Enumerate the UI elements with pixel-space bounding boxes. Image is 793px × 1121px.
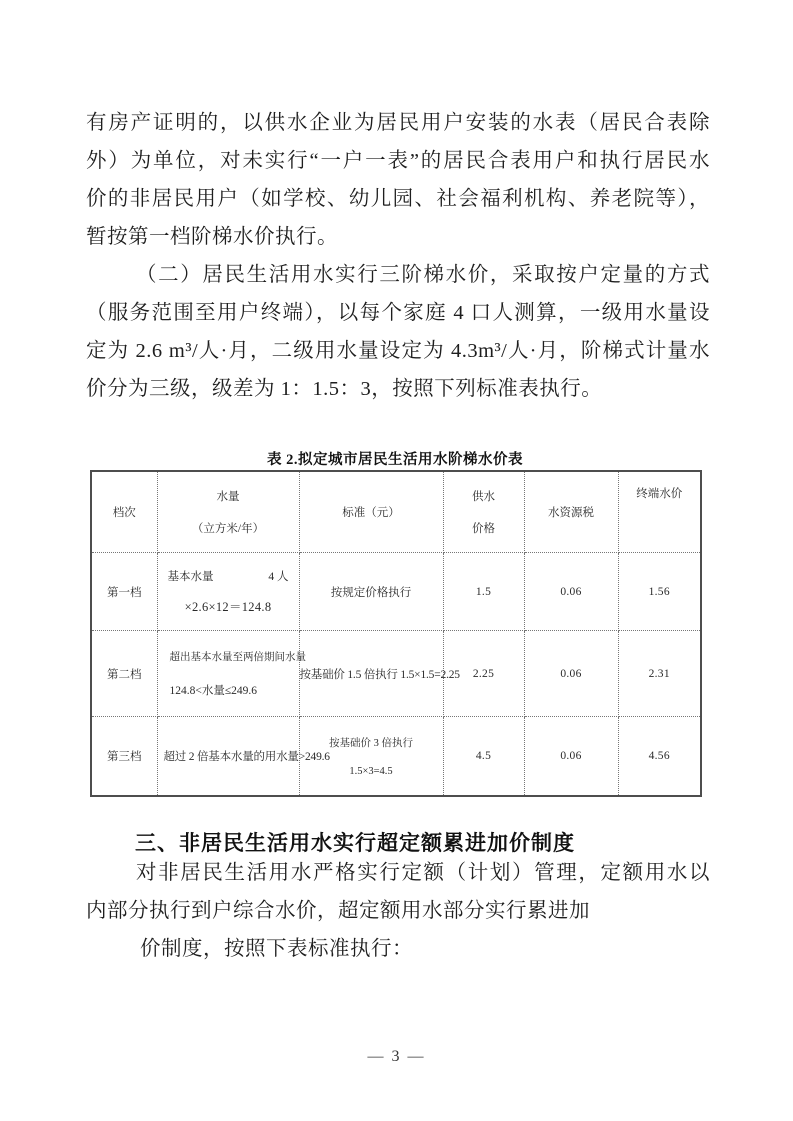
table-row-tier2	[91, 631, 701, 717]
cell-standard: 按基础价 1.5 倍执行 1.5×1.5=2.25	[299, 631, 443, 717]
text-line: 暂按第一档阶梯水价执行。	[86, 226, 338, 248]
cell-supply-price: 2.25	[443, 631, 524, 717]
water-price-table	[90, 470, 702, 797]
cell-supply-price: 1.5	[443, 553, 524, 631]
cell-tax: 0.06	[524, 553, 618, 631]
volume-line1: 超出基本水量至两倍期间水量	[169, 652, 306, 664]
header-terminal-price	[618, 471, 701, 553]
cell-volume: 超过 2 倍基本水量的用水量>249.6	[157, 717, 299, 797]
cell-tier: 第一档	[91, 553, 157, 631]
cell-tax: 0.06	[524, 631, 618, 717]
standard-line1: 按基础价 3 倍执行	[329, 737, 413, 749]
text-line: 外）为单位，对未实行“一户一表”的居民合表用户和执行居民水	[86, 150, 710, 172]
cell-volume	[157, 631, 306, 717]
header-supply-line1: 供水	[472, 491, 495, 504]
header-tier: 档次	[91, 471, 157, 553]
text-line: 定为 2.6 m³/人·月，二级用水量设定为 4.3m³/人·月，阶梯式计量水	[86, 340, 710, 362]
paragraph-3	[86, 854, 710, 968]
cell-terminal-price: 1.56	[618, 553, 701, 631]
cell-terminal-price: 2.31	[618, 631, 701, 717]
page-number: — 3 —	[367, 1048, 426, 1065]
table-title: 表 2.拟定城市居民生活用水阶梯水价表	[267, 452, 523, 468]
cell-volume	[157, 553, 299, 631]
header-volume-line1: 水量	[216, 491, 240, 504]
text-line: 内部分执行到户综合水价，超定额用水部分实行累进加	[86, 900, 590, 922]
header-supply-line2: 价格	[472, 522, 495, 535]
volume-persons: 4 人	[268, 570, 289, 583]
header-volume	[157, 471, 299, 553]
cell-terminal-price: 4.56	[618, 717, 701, 797]
header-standard: 标准（元）	[299, 471, 443, 553]
header-water-resource-tax: 水资源税	[524, 471, 618, 553]
header-supply-price	[443, 471, 524, 553]
text-line: 价分为三级，级差为 1：1.5：3，按照下列标准表执行。	[86, 378, 603, 400]
section-heading: 三、非居民生活用水实行超定额累进加价制度	[135, 832, 575, 855]
header-terminal-label: 终端水价	[636, 488, 683, 500]
cell-standard: 按规定价格执行	[299, 553, 443, 631]
text-line: 对非居民生活用水严格实行定额（计划）管理，定额用水以	[136, 862, 710, 884]
text-line: 有房产证明的，以供水企业为居民用户安装的水表（居民合表除	[86, 112, 710, 134]
cell-tier: 第二档	[91, 631, 157, 717]
table-header-row	[91, 471, 701, 553]
table-row-tier3	[91, 717, 701, 797]
text-line: 价的非居民用户（如学校、幼儿园、社会福利机构、养老院等），	[86, 188, 710, 210]
cell-tax: 0.06	[524, 717, 618, 797]
cell-tier: 第三档	[91, 717, 157, 797]
paragraph-1	[86, 104, 710, 256]
table-row-tier1	[91, 553, 701, 631]
standard-line2: 1.5×3=4.5	[349, 766, 393, 778]
text-line: （服务范围至用户终端），以每个家庭 4 口人测算，一级用水量设	[86, 302, 710, 324]
volume-formula: ×2.6×12＝124.8	[184, 600, 272, 615]
text-line: （二）居民生活用水实行三阶梯水价，采取按户定量的方式	[136, 264, 710, 286]
paragraph-2	[86, 256, 710, 408]
text-line: 价制度，按照下表标准执行：	[140, 938, 413, 960]
header-volume-line2: （立方米/年）	[191, 522, 265, 535]
cell-supply-price: 4.5	[443, 717, 524, 797]
volume-label: 基本水量	[167, 570, 214, 583]
volume-line2: 124.8<水量≤249.6	[169, 684, 258, 697]
